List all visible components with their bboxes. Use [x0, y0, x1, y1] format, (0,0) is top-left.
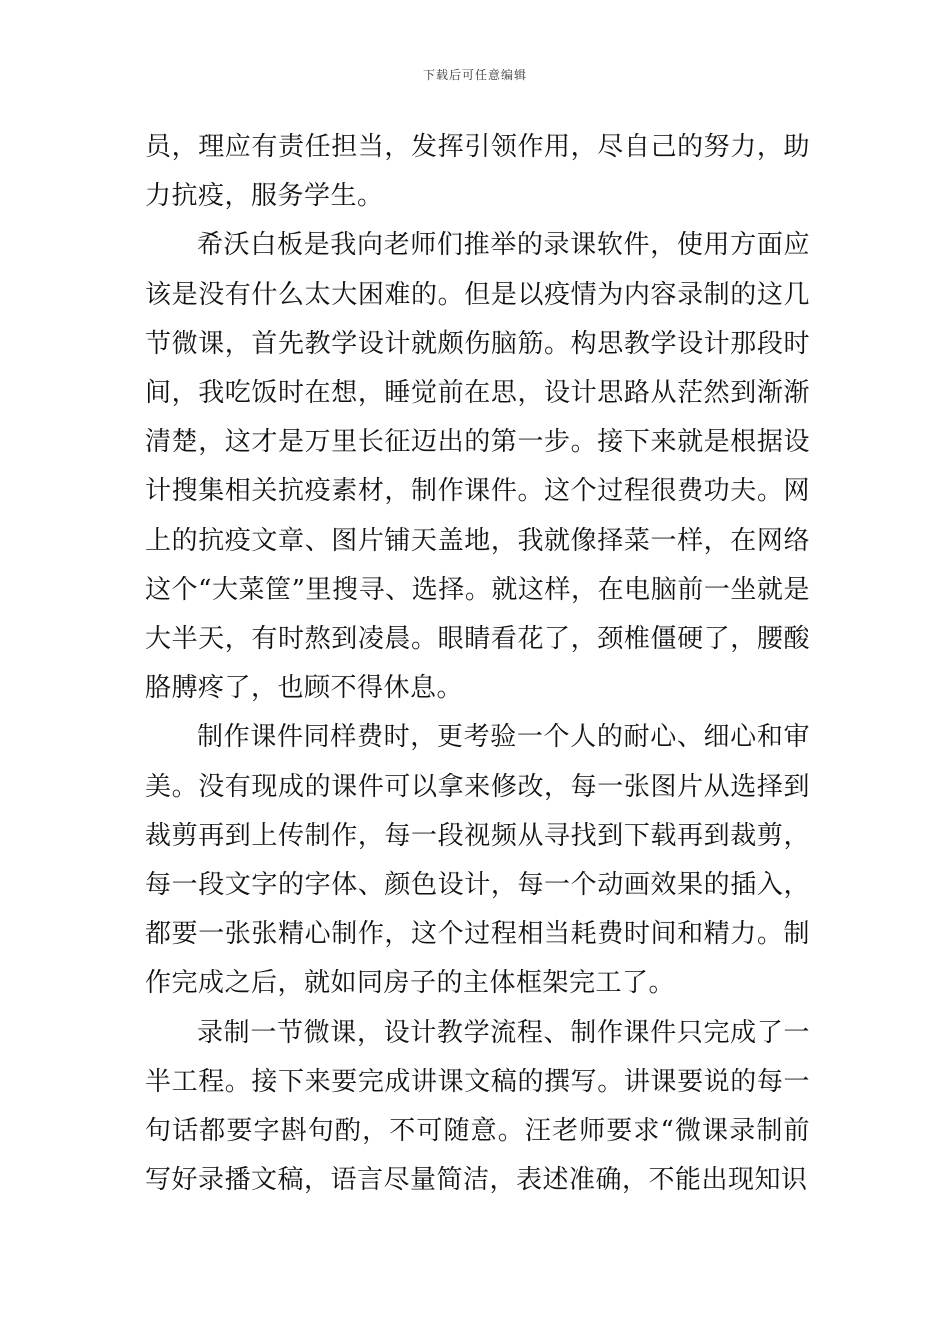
paragraph: 希沃白板是我向老师们推举的录课软件，使用方面应该是没有什么太大困难的。但是以疫情为内容录制的这几节微课，首先教学设计就颇伤脑筋。构思教学设计那段时间，我吃饭时在想，睡觉前在思，设计思路从茫然到渐渐清楚，这才是万里长征迈出的第一步。接下来就是根据设计搜集相关抗疫素材，制作课件。这个过程很费功夫。网上的抗疫文章、图片铺天盖地，我就像择菜一样，在网络这个“大菜筐”里搜寻、选择。就这样，在电脑前一坐就是大半天，有时熬到凌晨。眼睛看花了，颈椎僵硬了，腰酸胳膊疼了，也顾不得休息。: [145, 230, 810, 704]
paragraph: 录制一节微课，设计教学流程、制作课件只完成了一半工程。接下来要完成讲课文稿的撰写。讲课要说的每一句话都要字斟句酌，不可随意。汪老师要求“微课录制前写好录播文稿，语言尽量简洁，表述准确，不能出现知识: [145, 1017, 810, 1196]
paragraph: 制作课件同样费时，更考验一个人的耐心、细心和审美。没有现成的课件可以拿来修改，每一张图片从选择到裁剪再到上传制作，每一段视频从寻找到下载再到裁剪，每一段文字的字体、颜色设计，每一个动画效果的插入，都要一张张精心制作，这个过程相当耗费时间和精力。制作完成之后，就如同房子的主体框架完工了。: [145, 722, 810, 999]
page-header: 下载后可任意编辑: [422, 68, 527, 82]
paragraph: 员，理应有责任担当，发挥引领作用，尽自己的努力，助力抗疫，服务学生。: [145, 132, 810, 212]
document-body: [145, 123, 810, 1205]
